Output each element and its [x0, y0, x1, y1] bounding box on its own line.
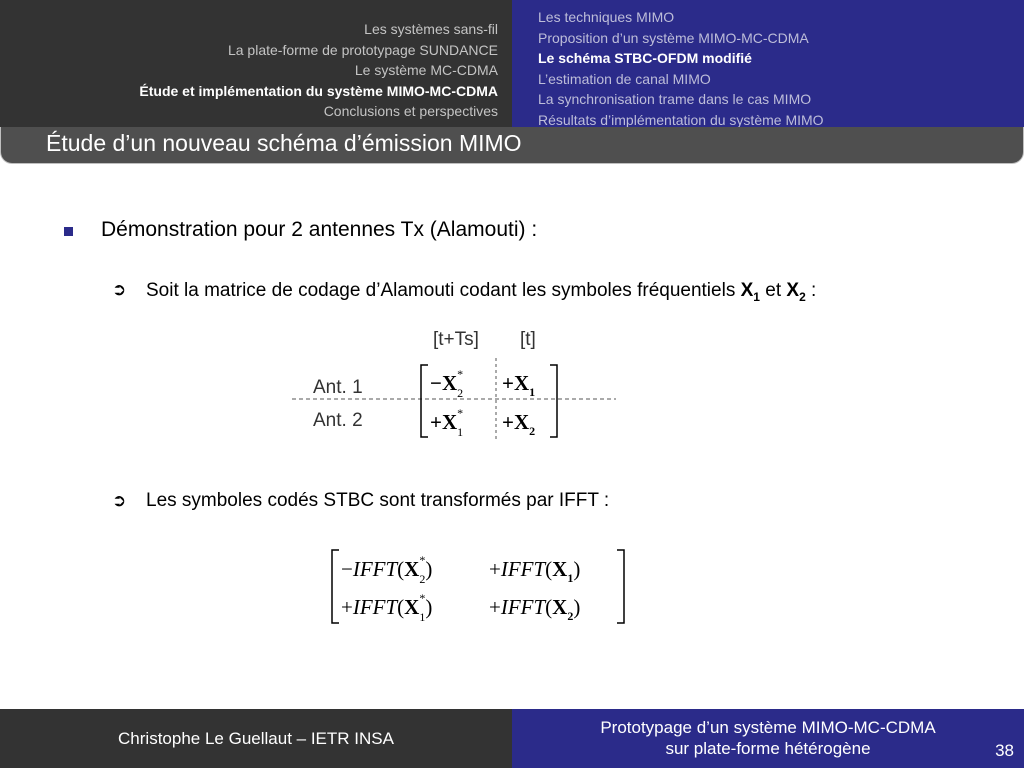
ifft-cell-11: $-IFFT(X_2*)$: [341, 553, 433, 586]
header-right-panel: [512, 0, 1024, 128]
col-label-t: [t]: [520, 329, 536, 350]
footer-left-panel: [0, 709, 512, 768]
slide-title: Étude d’un nouveau schéma d’émission MIMO: [46, 130, 522, 156]
nav-item-results[interactable]: Résultats d’implémentation du système MIMO: [538, 111, 824, 128]
cell-21: $+X_1*$: [430, 406, 464, 439]
footer-author: Christophe Le Guellaut – IETR INSA: [118, 729, 394, 748]
nav-item-sundance[interactable]: La plate-forme de prototypage SUNDANCE: [227, 41, 498, 58]
bullet-alamouti: Démonstration pour 2 antennes Tx (Alamouti) :: [101, 218, 538, 241]
square-bullet-icon: [64, 227, 73, 236]
ifft-cell-22: $+IFFT(X_2)$: [489, 595, 581, 623]
nav-item-mimo-mc-cdma[interactable]: Étude et implémentation du système MIMO-MC-CDMA: [139, 82, 498, 99]
row-label-ant1: Ant. 1: [313, 377, 363, 398]
page-number: 38: [995, 741, 1014, 760]
footer-title-line1: Prototypage d’un système MIMO-MC-CDMA: [600, 718, 936, 737]
nav-item-conclusions[interactable]: Conclusions et perspectives: [323, 103, 498, 119]
footer-right-panel: [512, 709, 1024, 768]
col-label-t-ts: [t+Ts]: [433, 329, 479, 350]
right-bracket: [617, 550, 624, 623]
symbol-x1: $X_1$: [740, 280, 760, 304]
nav-item-wireless[interactable]: Les systèmes sans-fil: [364, 21, 498, 37]
nav-item-proposition[interactable]: Proposition d’un système MIMO-MC-CDMA: [538, 29, 809, 46]
nav-item-mimo-techniques[interactable]: Les techniques MIMO: [538, 9, 675, 25]
ifft-matrix: [325, 545, 635, 630]
symbol-x2: $X_2$: [786, 280, 806, 304]
ifft-cell-21: $+IFFT(X_1*)$: [341, 591, 433, 624]
left-bracket: [421, 365, 428, 437]
alamouti-matrix: [280, 355, 640, 445]
arrow-bullet-icon: ➲: [112, 491, 127, 510]
right-bracket: [550, 365, 557, 437]
footer-title: [512, 717, 1024, 759]
nav-item-channel-estimation[interactable]: L’estimation de canal MIMO: [538, 70, 711, 87]
nav-item-stbc-ofdm[interactable]: Le schéma STBC-OFDM modifié: [538, 50, 752, 66]
cell-22: $+X_2$: [502, 410, 536, 438]
nav-item-frame-sync[interactable]: La synchronisation trame dans le cas MIMO: [538, 91, 812, 107]
header-left-panel: [0, 0, 512, 128]
cell-12: $+X_1$: [502, 371, 536, 399]
subsection-nav: [538, 7, 824, 130]
row-label-ant2: Ant. 2: [313, 410, 363, 431]
sub-bullet-coding-matrix: Soit la matrice de codage d’Alamouti codant les symboles fréquentiels $X_1$ et $X_2$ :: [146, 280, 817, 304]
sub-bullet-text: Soit la matrice de codage d’Alamouti codant les symboles fréquentiels: [146, 280, 741, 301]
arrow-bullet-icon: ➲: [112, 280, 127, 299]
left-bracket: [332, 550, 339, 623]
section-nav: [139, 19, 498, 122]
ifft-cell-12: $+IFFT(X_1)$: [489, 557, 581, 585]
sub-bullet-ifft: Les symboles codés STBC sont transformés par IFFT :: [146, 490, 610, 511]
nav-item-mc-cdma[interactable]: Le système MC-CDMA: [354, 62, 498, 78]
footer-title-line2: sur plate-forme hétérogène: [665, 739, 871, 758]
cell-11: $-X_2*$: [430, 367, 464, 400]
